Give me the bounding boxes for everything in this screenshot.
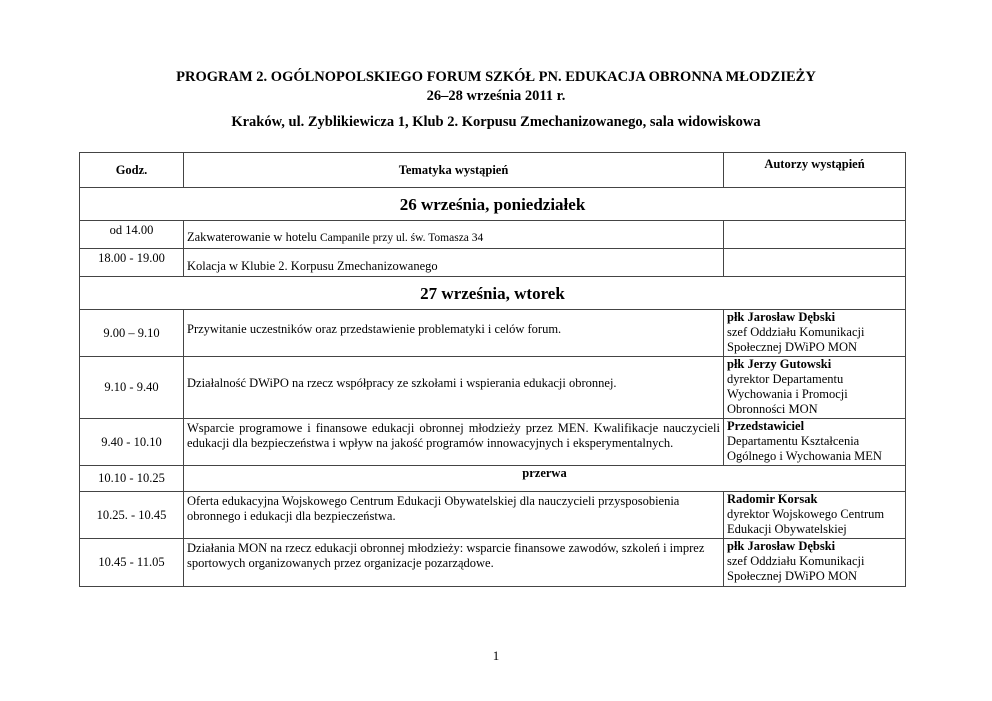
author-role: szef Oddziału Komunikacji	[727, 325, 865, 339]
time-cell: 10.25. - 10.45	[80, 492, 184, 539]
author-role: Społecznej DWiPO MON	[727, 340, 858, 354]
author-role: Edukacji Obywatelskiej	[727, 522, 847, 536]
topic-text-small: Campanile przy ul. św. Tomasza 34	[319, 232, 484, 244]
author-cell	[724, 419, 906, 466]
author-name: płk Jarosław Dębski	[727, 310, 836, 324]
table-row	[80, 249, 906, 277]
time-cell: od 14.00	[80, 221, 184, 249]
header-time: Godz.	[80, 153, 184, 188]
author-role: szef Oddziału Komunikacji	[727, 554, 865, 568]
day-row-27	[80, 277, 906, 310]
header-authors: Autorzy wystąpień	[724, 153, 906, 188]
author-role: Społecznej DWiPO MON	[727, 569, 858, 583]
topic-cell: Działalność DWiPO na rzecz współpracy ze szkołami i wspierania edukacji obronnej.	[184, 357, 724, 419]
page-number: 1	[492, 648, 500, 663]
author-role: dyrektor Departamentu	[727, 372, 844, 386]
topic-text: Zakwaterowanie w hotelu	[187, 230, 320, 244]
table-row	[80, 310, 906, 357]
author-cell	[724, 221, 906, 249]
time-cell: 10.45 - 11.05	[80, 539, 184, 587]
time-cell: 9.40 - 10.10	[80, 419, 184, 466]
time-cell: 10.10 - 10.25	[80, 466, 184, 492]
topic-cell	[184, 221, 724, 249]
author-role: Ogólnego i Wychowania MEN	[727, 449, 882, 463]
author-cell	[724, 539, 906, 587]
table-header-row	[80, 153, 906, 188]
author-cell	[724, 357, 906, 419]
event-location: Kraków, ul. Zyblikiewicza 1, Klub 2. Korpusu Zmechanizowanego, sala widowiskowa	[231, 114, 761, 130]
author-name: Radomir Korsak	[727, 492, 818, 506]
table-row	[80, 539, 906, 587]
day-row-26	[80, 188, 906, 221]
table-row	[80, 466, 906, 492]
author-role: Obronności MON	[727, 402, 818, 416]
topic-cell: Działania MON na rzecz edukacji obronnej młodzieży: wsparcie finansowe zawodów, szkoleń i imprez sportowych organizowanych przez organizacje pozarządowe.	[184, 539, 724, 587]
author-cell	[724, 310, 906, 357]
document-title: PROGRAM 2. OGÓLNOPOLSKIEGO FORUM SZKÓŁ PN. EDUKACJA OBRONNA MŁODZIEŻY	[176, 69, 816, 85]
day-heading: 27 września, wtorek	[80, 277, 906, 310]
table-row	[80, 357, 906, 419]
author-name: płk Jerzy Gutowski	[727, 357, 832, 371]
header-topic: Tematyka wystąpień	[184, 153, 724, 188]
topic-cell: Oferta edukacyjna Wojskowego Centrum Edukacji Obywatelskiej dla nauczycieli przysposobienia obronnego i edukacji dla bezpieczeństwa.	[184, 492, 724, 539]
day-heading: 26 września, poniedziałek	[80, 188, 906, 221]
author-role: Wychowania i Promocji	[727, 387, 848, 401]
table-row	[80, 419, 906, 466]
author-cell	[724, 249, 906, 277]
author-role: Departamentu Kształcenia	[727, 434, 860, 448]
table-row	[80, 221, 906, 249]
author-role: dyrektor Wojskowego Centrum	[727, 507, 885, 521]
program-table	[79, 152, 906, 587]
author-name: płk Jarosław Dębski	[727, 539, 836, 553]
topic-cell: Przywitanie uczestników oraz przedstawienie problematyki i celów forum.	[184, 310, 724, 357]
event-dates: 26–28 września 2011 r.	[426, 88, 566, 104]
author-name: Przedstawiciel	[727, 419, 805, 433]
topic-cell: Wsparcie programowe i finansowe edukacji obronnej młodzieży przez MEN. Kwalifikacje nauczycieli edukacji dla bezpieczeństwa i wpływ na jakość programów innowacyjnych i eksperymentalnych.	[184, 419, 724, 466]
time-cell: 18.00 - 19.00	[80, 249, 184, 277]
table-row	[80, 492, 906, 539]
topic-cell: Kolacja w Klubie 2. Korpusu Zmechanizowanego	[184, 249, 724, 277]
break-label: przerwa	[184, 466, 906, 492]
time-cell: 9.00 – 9.10	[80, 310, 184, 357]
time-cell: 9.10 - 9.40	[80, 357, 184, 419]
author-cell	[724, 492, 906, 539]
